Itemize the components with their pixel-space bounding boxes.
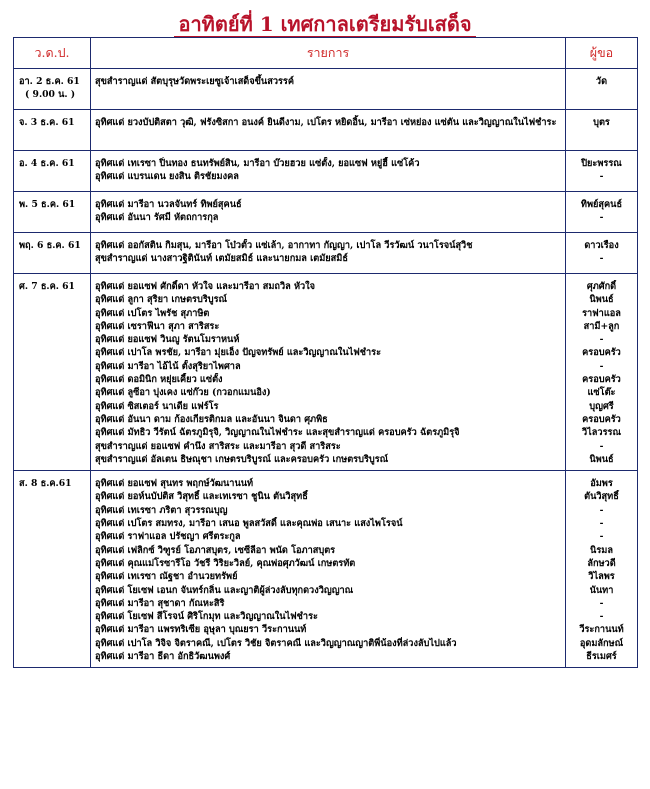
requester-name: บุตร (593, 117, 610, 128)
intention-line: สุขสำราญแด่ อัลเตน ธิษณุชา เกษตรบริบูรณ์ และครอบครัว เกษตรบริบูรณ์ (95, 453, 389, 465)
header-items: รายการ (91, 38, 566, 69)
requester-name: นิพนธ์ (589, 294, 614, 306)
intention-line: อุทิศแด่ ราฟาแอล ปรัชญา ศรีตระกูล (95, 531, 241, 543)
intention-line: อุทิศแด่ มารีอา แพรทริเซีย อุษุลา บุณยรา วีระกานนท์ (95, 624, 307, 636)
row-items (91, 69, 566, 110)
intention-line: อุทิศแด่ เปาโล วิจิจ จิตราคณี, เปโตร วิชัย จิตราคณี และวิญญาณญาติพี่น้องที่ล่วงลับไปแล้ว (95, 637, 457, 649)
intention-line: อุทิศแด่ ดอมินิก หยุ่ยเคี้ยว แซ่ตั้ง (95, 374, 223, 386)
requester-name: ทิพย์สุคนธ์ (580, 199, 623, 210)
intention-line: อุทิศแด่ เปโตร สมทรง, มารีอา เสนอ พูลสวัสดิ์ และคุณพ่อ เสนาะ แสงไพโรจน์ (95, 518, 403, 530)
intention-line: อุทิศแด่ แบรนเดน ยงสิน ติรชัยมงคล (95, 171, 239, 183)
row-date-text: พฤ. 6 ธ.ค. 61 (19, 240, 81, 251)
row-requester (566, 69, 638, 110)
intention-line: อุทิศแด่ ยวงบัปติสตา วุฒิ, ฟรังซิสกา อนงค์ ยินดีงาม, เปโตร หยิดอิ้น, มารีอา เซ่หย่อง แซ่ตัน และวิญญาณในไฟชำระ (95, 117, 557, 128)
intention-line: อุทิศแด่ เปาโล พรชัย, มารีอา มุ่ยเอ็ง ปัญจทรัพย์ และวิญญาณในไฟชำระ (95, 347, 382, 359)
requester-name: อุดมลักษณ์ (579, 637, 624, 649)
table-row (14, 151, 638, 192)
intention-line: อุทิศแด่ ยอแซฟ วินญู รัตนโมราหนห์ (95, 334, 240, 346)
row-date-text: ส. 8 ธ.ค.61 (19, 478, 72, 490)
row-requester (566, 110, 638, 151)
intention-line: อุทิศแด่ มารีอา ไอ้ไน้ ตั้งสุริยาไพศาล (95, 360, 241, 372)
intention-line: อุทิศแด่ เทเรซา ภริตา สุวรรณบุญ (95, 504, 228, 516)
requester-name: - (599, 518, 604, 530)
requester-name: ปิยะพรรณ (581, 158, 622, 169)
row-items (91, 233, 566, 274)
requester-name: อัมพร (590, 478, 613, 490)
row-date (14, 192, 91, 233)
requester-name: ศุภศักดิ์ (586, 281, 617, 292)
row-items (91, 151, 566, 192)
intention-line: สุขสำราญแด่ นางสาวฐิตินันท์ เตมัยสมิธ์ และนายกมล เตมัยสมิธ์ (95, 253, 348, 265)
row-items (91, 192, 566, 233)
requester-name: ธีรเมศร์ (586, 651, 617, 663)
requester-name: ตันวิสุทธิ์ (584, 491, 619, 503)
intention-line: อุทิศแด่ มารีอา ธีดา อักธิวัฒนพงศ์ (95, 651, 231, 663)
requester-name: - (599, 334, 604, 346)
requester-name: - (599, 171, 604, 183)
requester-name: นันทา (589, 584, 614, 596)
requester-name: นิพนธ์ (589, 453, 614, 465)
intention-line: อุทิศแด่ มารีอา สุชาดา กัณหะสิริ (95, 597, 225, 609)
row-date-text: ศ. 7 ธ.ค. 61 (19, 281, 75, 292)
requester-name: วิไลวรรณ (582, 427, 621, 439)
requester-name: บุญศรี (589, 400, 614, 412)
row-items (91, 471, 566, 668)
intention-line: อุทิศแด่ เทเรซา ปิ่นทอง ธนทรัพย์สิน, มารีอา บ๊วยฮวย แซ่ตั้ง, ยอแซฟ หยู่ฮี้ แซ่โค้ว (95, 158, 420, 169)
intention-line: อุทิศแด่ โยเซฟ เอนก จันทร์กลิ่น และญาติผู้ล่วงลับทุกดวงวิญญาณ (95, 584, 354, 596)
requester-name: - (599, 440, 604, 452)
intention-line: อุทิศแด่ ยอแซฟ สุนทร พฤกษ์วัฒนานนท์ (95, 478, 254, 490)
row-items (91, 274, 566, 471)
intention-line: อุทิศแด่ เทเรซา ณัฐชา อำนวยทรัพย์ (95, 571, 238, 583)
row-date-text: อ. 4 ธ.ค. 61 (19, 158, 75, 169)
table-row (14, 69, 638, 110)
row-date-text: อา. 2 ธ.ค. 61 (19, 76, 80, 87)
requester-name: - (599, 597, 604, 609)
requester-name: วัด (595, 76, 608, 87)
row-date (14, 151, 91, 192)
requester-name: ครอบครัว (582, 413, 621, 425)
table-row (14, 233, 638, 274)
requester-name: - (599, 611, 604, 623)
row-requester (566, 151, 638, 192)
intention-line: อุทิศแด่ เซราฟีนา สุภา สาริสระ (95, 320, 220, 332)
table-header-row (14, 38, 638, 69)
requester-name: ครอบครัว (582, 374, 621, 386)
intention-line: อุทิศแด่ ซิสเตอร์ นาเดีย แฟร์โร (95, 400, 219, 412)
table-row (14, 274, 638, 471)
requester-name: วีระกานนท์ (579, 624, 624, 636)
intention-line: อุทิศแด่ อันนา ดาม ก้องเกียรติกมล และอันนา จินดา ศุภพิธ (95, 413, 328, 425)
intention-line: อุทิศแด่ มารีอา นวลจันทร์ ทิพย์สุคนธ์ (95, 199, 242, 210)
requester-name: - (599, 504, 604, 516)
intention-line: อุทิศแด่ ยอห์นบัปติส วิสุทธิ์ และเทเรซา ชูนิน ตันวิสุทธิ์ (95, 491, 308, 503)
requester-name: - (599, 212, 604, 224)
row-date-time: ( 9.00 น. ) (25, 89, 76, 101)
intention-line: อุทิศแด่ อันนา รัศมี หัตถการกุล (95, 212, 219, 224)
row-requester (566, 192, 638, 233)
intention-line: สุขสำราญแด่ ยอแซฟ คำนึง สาริสระ และมารีอา สุวดี สาริสระ (95, 440, 341, 452)
row-date (14, 274, 91, 471)
row-date (14, 69, 91, 110)
page-title-text: อาทิตย์ที่ 1 เทศกาลเตรียมรับเสด็จ (174, 12, 475, 38)
row-date (14, 471, 91, 668)
requester-name: สามี+ลูก (583, 320, 620, 332)
intention-line: อุทิศแด่ มัทธิว วีรัตน์ ฉัตรภูมิรุจิ, วิญญาณในไฟชำระ และสุขสำราญแด่ ครอบครัว ฉัตรภูมิรุจิ (95, 427, 460, 439)
intention-line: อุทิศแด่ ลูกา สุริยา เกษตรบริบูรณ์ (95, 294, 228, 306)
row-date (14, 233, 91, 274)
intention-line: อุทิศแด่ ออกัสติน กิมสุน, มารีอา โบ๋วตั้ว แซ่เล้า, อากาทา กัญญา, เปาโล วีรวัฒน์ วนาโรจน์สุวิช (95, 240, 473, 251)
requester-name: ราฟาแอล (582, 307, 621, 319)
page-title (0, 12, 650, 36)
requester-name: วิไลพร (588, 571, 615, 583)
intention-line: อุทิศแด่ ยอแซฟ ศักดิ์ดา หัวใจ และมารีอา สมถวิล หัวใจ (95, 281, 316, 292)
requester-name: ครอบครัว (582, 347, 621, 359)
requester-name: แซ่โต๊ะ (587, 387, 616, 399)
row-date-text: จ. 3 ธ.ค. 61 (19, 117, 75, 128)
requester-name: - (599, 531, 604, 543)
intention-line: อุทิศแด่ เปโตร ไพรัช สุภาษิต (95, 307, 210, 319)
intention-line: อุทิศแด่ เฟลิกซ์ วิฑูรย์ โอภาสบุตร, เซซีลีอา พนัด โอภาสบุตร (95, 544, 336, 556)
header-requester: ผู้ขอ (566, 38, 638, 69)
row-requester (566, 233, 638, 274)
intention-line: อุทิศแด่ โยเซฟ สีโรจน์ ศิริโกมุท และวิญญาณในไฟชำระ (95, 611, 318, 623)
table-row (14, 471, 638, 668)
table-row (14, 110, 638, 151)
row-requester (566, 274, 638, 471)
intention-line: อุทิศแด่ คุณแม่โรซารีโอ วัชรี วิริยะวิลย์, คุณพ่อศุภวัฒน์ เกษตรทัต (95, 557, 356, 569)
row-requester (566, 471, 638, 668)
table-row (14, 192, 638, 233)
row-date (14, 110, 91, 151)
requester-name: - (599, 360, 604, 372)
requester-name: ดาวเรือง (584, 240, 619, 251)
requester-name: นิรมล (590, 544, 613, 556)
table-body (14, 69, 638, 668)
intention-line: อุทิศแด่ ลูซีอา บุ่งเคง แซ่ก๊วย (กวอกแมนอิง) (95, 387, 271, 399)
requester-name: - (599, 253, 604, 265)
requester-name: ลักษวดี (587, 557, 616, 569)
header-date: ว.ด.ป. (14, 38, 91, 69)
mass-intention-table (13, 37, 638, 668)
row-items (91, 110, 566, 151)
intention-line: สุขสำราญแด่ สัตบุรุษวัดพระเยซูเจ้าเสด็จขึ้นสวรรค์ (95, 76, 294, 87)
row-date-text: พ. 5 ธ.ค. 61 (19, 199, 76, 210)
